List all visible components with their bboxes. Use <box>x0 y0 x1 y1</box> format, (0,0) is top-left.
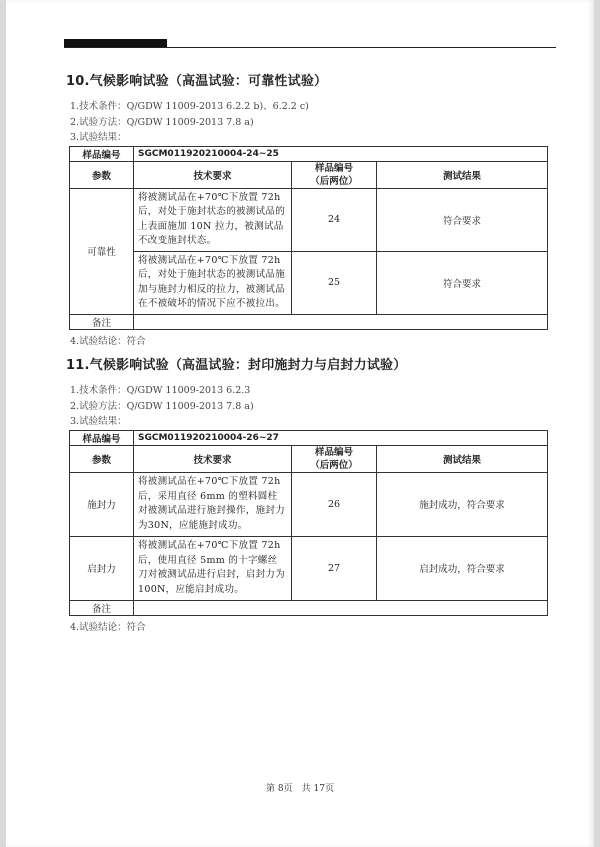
remark-value <box>134 600 548 615</box>
header-param: 参数 <box>70 445 134 472</box>
remark-label: 备注 <box>70 314 134 329</box>
test-conclusion: 4.试验结论：符合 <box>70 621 146 633</box>
report-page <box>6 0 594 847</box>
sample-no-cell: 27 <box>292 536 377 600</box>
sample-no-cell: 25 <box>292 251 377 314</box>
sample-no-cell: 24 <box>292 188 377 251</box>
result-cell: 施封成功，符合要求 <box>377 472 548 536</box>
header-sample-no: 样品编号 （后两位） <box>292 445 377 472</box>
result-table <box>69 146 548 330</box>
result-table <box>69 430 548 616</box>
meta-tech-condition: 1.技术条件：Q/GDW 11009-2013 6.2.3 <box>70 385 251 396</box>
result-cell: 符合要求 <box>377 251 548 314</box>
table-row <box>70 536 548 600</box>
header-requirement: 技术要求 <box>134 161 292 188</box>
sample-no-label: 样品编号 <box>70 146 134 161</box>
meta-tech-condition: 1.技术条件：Q/GDW 11009-2013 6.2.2 b)、6.2.2 c) <box>70 101 309 112</box>
sample-no-label: 样品编号 <box>70 430 134 445</box>
requirement-cell: 将被测试品在+70℃下放置 72h后，采用直径 6mm 的塑料圆柱对被测试品进行施封操作，施封力为30N，应能施封成功。 <box>134 472 292 536</box>
header-param: 参数 <box>70 161 134 188</box>
sample-no-value: SGCM011920210004-24~25 <box>134 146 548 161</box>
header-result: 测试结果 <box>377 445 548 472</box>
page-number: 第 8页 共 17页 <box>266 784 334 794</box>
meta-test-result: 3.试验结果： <box>70 132 127 143</box>
section-11 <box>66 354 556 633</box>
param-cell: 启封力 <box>70 536 134 600</box>
meta-test-result: 3.试验结果： <box>70 416 127 427</box>
param-cell: 可靠性 <box>70 188 134 314</box>
header-sample-no: 样品编号 （后两位） <box>292 161 377 188</box>
sample-no-value: SGCM011920210004-26~27 <box>134 430 548 445</box>
sample-no-cell: 26 <box>292 472 377 536</box>
section-title: 10.气候影响试验（高温试验：可靠性试验） <box>66 74 328 89</box>
header-logo-bar <box>64 39 167 47</box>
requirement-cell: 将被测试品在+70℃下放置 72h后，对处于施封状态的被测试品的上表面施加 10N 拉力，被测试品不改变施封状态。 <box>134 188 292 251</box>
table-row <box>70 188 548 251</box>
table-row <box>70 472 548 536</box>
header-rule <box>64 47 556 48</box>
meta-test-method: 2.试验方法：Q/GDW 11009-2013 7.8 a) <box>70 116 254 128</box>
param-cell: 施封力 <box>70 472 134 536</box>
requirement-cell: 将被测试品在+70℃下放置 72h后，使用直径 5mm 的十字螺丝刀对被测试品进行启封，启封力为100N，应能启封成功。 <box>134 536 292 600</box>
remark-value <box>134 314 548 329</box>
test-conclusion: 4.试验结论：符合 <box>70 335 146 347</box>
remark-label: 备注 <box>70 600 134 615</box>
table-row <box>70 251 548 314</box>
section-title: 11.气候影响试验（高温试验：封印施封力与启封力试验） <box>66 358 407 373</box>
section-10 <box>66 70 556 347</box>
result-cell: 启封成功，符合要求 <box>377 536 548 600</box>
requirement-cell: 将被测试品在+70℃下放置 72h后，对处于施封状态的被测试品施加与施封力相反的拉力，被测试品在不被破坏的情况下应不被拉出。 <box>134 251 292 314</box>
header-requirement: 技术要求 <box>134 445 292 472</box>
header-result: 测试结果 <box>377 161 548 188</box>
meta-test-method: 2.试验方法：Q/GDW 11009-2013 7.8 a) <box>70 400 254 412</box>
result-cell: 符合要求 <box>377 188 548 251</box>
